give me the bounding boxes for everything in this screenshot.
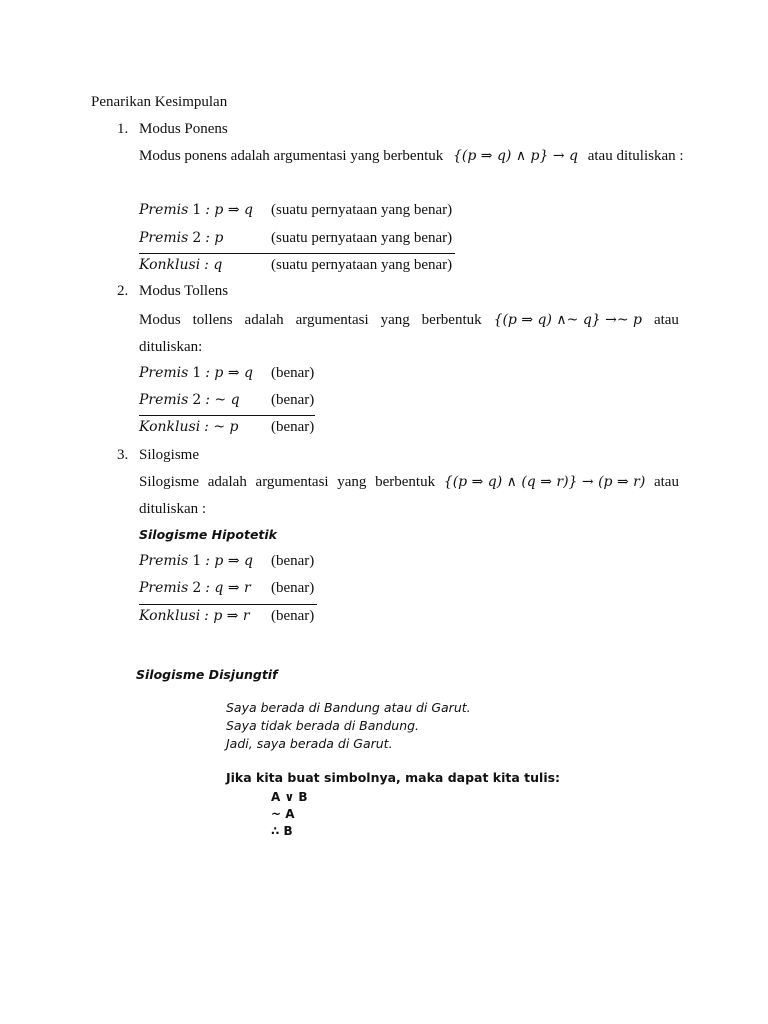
row-formula: : p ⇒ q	[205, 202, 253, 218]
desc-formula: {(p ⇒ q) ∧ p} → q	[452, 148, 578, 164]
desc-text: Modus ponens adalah argumentasi yang berbentuk	[139, 148, 444, 164]
row-label: Konklusi	[139, 257, 201, 273]
row-formula: : q	[204, 257, 223, 273]
row-num: 2	[192, 392, 202, 408]
premise-row	[139, 391, 240, 409]
desc-word: Silogisme	[139, 474, 200, 490]
example-line: Saya tidak berada di Bandung.	[226, 718, 420, 733]
premise-row	[139, 229, 223, 247]
row-label: Premis	[139, 202, 189, 218]
premise-row	[139, 364, 253, 382]
row-label: Premis	[139, 553, 189, 569]
conclusion-rule	[139, 253, 455, 254]
premise-row	[139, 552, 253, 570]
symbol-line: ~ A	[271, 807, 295, 821]
conclusion-rule	[139, 415, 315, 416]
desc-word: adalah	[207, 474, 247, 490]
row-label: Premis	[139, 580, 189, 596]
section-3-heading: Silogisme	[139, 447, 200, 463]
section-1-number: 1.	[117, 121, 129, 137]
desc-formula: {(p ⇒ q) ∧ (q ⇒ r)} → (p ⇒ r)	[443, 474, 646, 490]
conclusion-rule	[139, 604, 317, 605]
conclusion-row	[139, 418, 238, 436]
row-note: (benar)	[271, 419, 315, 435]
row-formula: : ~ q	[205, 392, 240, 408]
section-2-heading: Modus Tollens	[139, 283, 229, 299]
section-3-number: 3.	[117, 447, 129, 463]
section-1-heading: Modus Ponens	[139, 121, 228, 137]
row-note: (benar)	[271, 392, 315, 408]
symbol-line: A ∨ B	[271, 790, 308, 804]
desc-tail: atau dituliskan :	[587, 148, 684, 164]
row-note: (benar)	[271, 608, 315, 624]
row-num: 1	[192, 202, 202, 218]
premise-row	[139, 201, 253, 219]
desc-word: berbentuk	[421, 312, 482, 328]
subheading-disjungtif: Silogisme Disjungtif	[136, 667, 278, 682]
conclusion-row	[139, 256, 222, 274]
desc-word: yang	[337, 474, 367, 490]
row-num: 1	[192, 553, 202, 569]
desc-word: argumentasi	[295, 312, 369, 328]
conclusion-row	[139, 607, 250, 625]
row-num: 2	[192, 580, 202, 596]
desc-word: berbentuk	[375, 474, 436, 490]
subheading-hipotetik: Silogisme Hipotetik	[139, 527, 277, 542]
row-formula: : q ⇒ r	[205, 580, 251, 596]
row-label: Premis	[139, 365, 189, 381]
row-label: Premis	[139, 230, 189, 246]
row-formula: : p ⇒ r	[204, 608, 250, 624]
section-2-description	[139, 311, 679, 329]
symbol-intro: Jika kita buat simbolnya, maka dapat kita tulis:	[226, 770, 561, 785]
row-note: (benar)	[271, 580, 315, 596]
desc-line2: dituliskan :	[139, 501, 207, 517]
row-formula: : ~ p	[204, 419, 239, 435]
desc-word: tollens	[192, 312, 233, 328]
row-num: 2	[192, 230, 202, 246]
desc-word: adalah	[244, 312, 284, 328]
premise-row	[139, 579, 251, 597]
desc-word: yang	[380, 312, 410, 328]
page-title: Penarikan Kesimpulan	[91, 94, 228, 110]
symbol-line: ∴ B	[271, 824, 293, 838]
row-label: Premis	[139, 392, 189, 408]
section-2-number: 2.	[117, 283, 129, 299]
desc-line2: dituliskan:	[139, 339, 203, 355]
row-num: 1	[192, 365, 202, 381]
example-line: Jadi, saya berada di Garut.	[226, 736, 393, 751]
desc-tail: atau	[653, 474, 679, 490]
desc-word: argumentasi	[255, 474, 329, 490]
row-note: (benar)	[271, 365, 315, 381]
row-formula: : p ⇒ q	[205, 365, 253, 381]
desc-word: Modus	[139, 312, 181, 328]
desc-formula: {(p ⇒ q) ∧~ q} →~ p	[493, 312, 643, 328]
row-note: (suatu pernyataan yang benar)	[271, 257, 453, 273]
example-line: Saya berada di Bandung atau di Garut.	[226, 700, 471, 715]
row-note: (suatu pernyataan yang benar)	[271, 202, 453, 218]
row-note: (benar)	[271, 553, 315, 569]
row-label: Konklusi	[139, 419, 201, 435]
desc-tail: atau	[653, 312, 679, 328]
row-formula: : p	[205, 230, 224, 246]
section-1-description	[139, 147, 684, 165]
section-3-description	[139, 473, 679, 491]
row-note: (suatu pernyataan yang benar)	[271, 230, 453, 246]
row-formula: : p ⇒ q	[205, 553, 253, 569]
row-label: Konklusi	[139, 608, 201, 624]
